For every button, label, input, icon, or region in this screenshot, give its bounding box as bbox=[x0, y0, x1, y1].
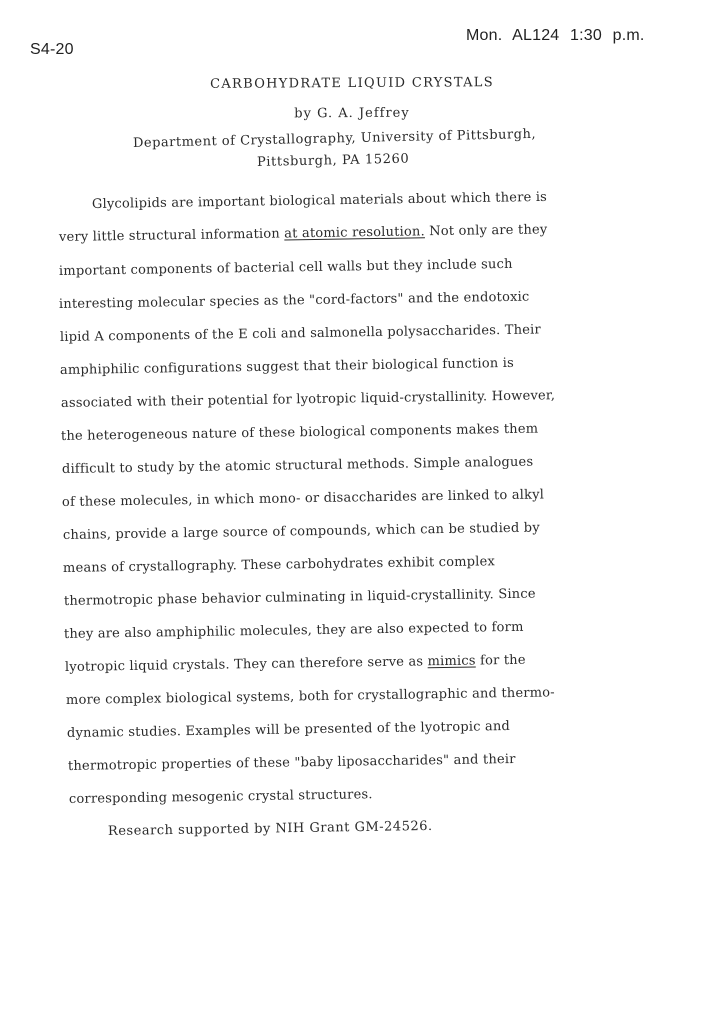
abstract-line: associated with their potential for lyotropic liquid-crystallinity. However, bbox=[60, 388, 556, 411]
underlined-phrase: mimics bbox=[427, 653, 476, 670]
abstract-line: means of crystallography. These carbohydrates exhibit complex bbox=[62, 554, 496, 576]
underlined-phrase: at atomic resolution. bbox=[284, 224, 425, 242]
abstract-line bbox=[65, 653, 526, 675]
abstract-line: dynamic studies. Examples will be presented of the lyotropic and bbox=[66, 719, 511, 741]
affiliation-line-1: Department of Crystallography, University of Pittsburgh, bbox=[132, 126, 537, 151]
abstract-line-text: Not only are they bbox=[424, 222, 548, 240]
abstract-line-text: very little structural information bbox=[58, 226, 285, 245]
abstract-line-text: for the bbox=[475, 652, 526, 669]
abstract-line: they are also amphiphilic molecules, they are also expected to form bbox=[63, 619, 524, 642]
abstract-line bbox=[59, 222, 548, 245]
abstract-line: Glycolipids are important biological materials about which there is bbox=[91, 189, 548, 212]
abstract-line: more complex biological systems, both for crystallographic and thermo- bbox=[65, 685, 555, 708]
author-line: by G. A. Jeffrey bbox=[294, 105, 410, 122]
abstract-line: of these molecules, in which mono- or disaccharides are linked to alkyl bbox=[61, 487, 545, 510]
abstract-line: corresponding mesogenic crystal structures. bbox=[68, 787, 373, 807]
abstract-line: difficult to study by the atomic structural methods. Simple analogues bbox=[61, 454, 534, 477]
abstract-line: the heterogeneous nature of these biological components makes them bbox=[60, 421, 539, 444]
session-time: Mon. AL124 1:30 p.m. bbox=[466, 27, 645, 44]
abstract-line: chains, provide a large source of compounds, which can be studied by bbox=[62, 520, 540, 543]
abstract-line: important components of bacterial cell walls but they include such bbox=[58, 256, 513, 279]
affiliation-line-2: Pittsburgh, PA 15260 bbox=[256, 151, 410, 170]
abstract-title: CARBOHYDRATE LIQUID CRYSTALS bbox=[210, 75, 494, 92]
abstract-line: interesting molecular species as the "cord-factors" and the endotoxic bbox=[58, 289, 530, 312]
abstract-line-text: lyotropic liquid crystals. They can therefore serve as bbox=[64, 654, 428, 675]
session-code: S4-20 bbox=[30, 41, 74, 58]
abstract-line: thermotropic phase behavior culminating in liquid-crystallinity. Since bbox=[63, 586, 536, 609]
abstract-line: thermotropic properties of these "baby liposaccharides" and their bbox=[67, 751, 516, 774]
abstract-line: lipid A components of the E coli and salmonella polysaccharides. Their bbox=[59, 322, 542, 345]
funding-note: Research supported by NIH Grant GM-24526. bbox=[107, 818, 433, 839]
abstract-line: amphiphilic configurations suggest that their biological function is bbox=[59, 355, 515, 378]
